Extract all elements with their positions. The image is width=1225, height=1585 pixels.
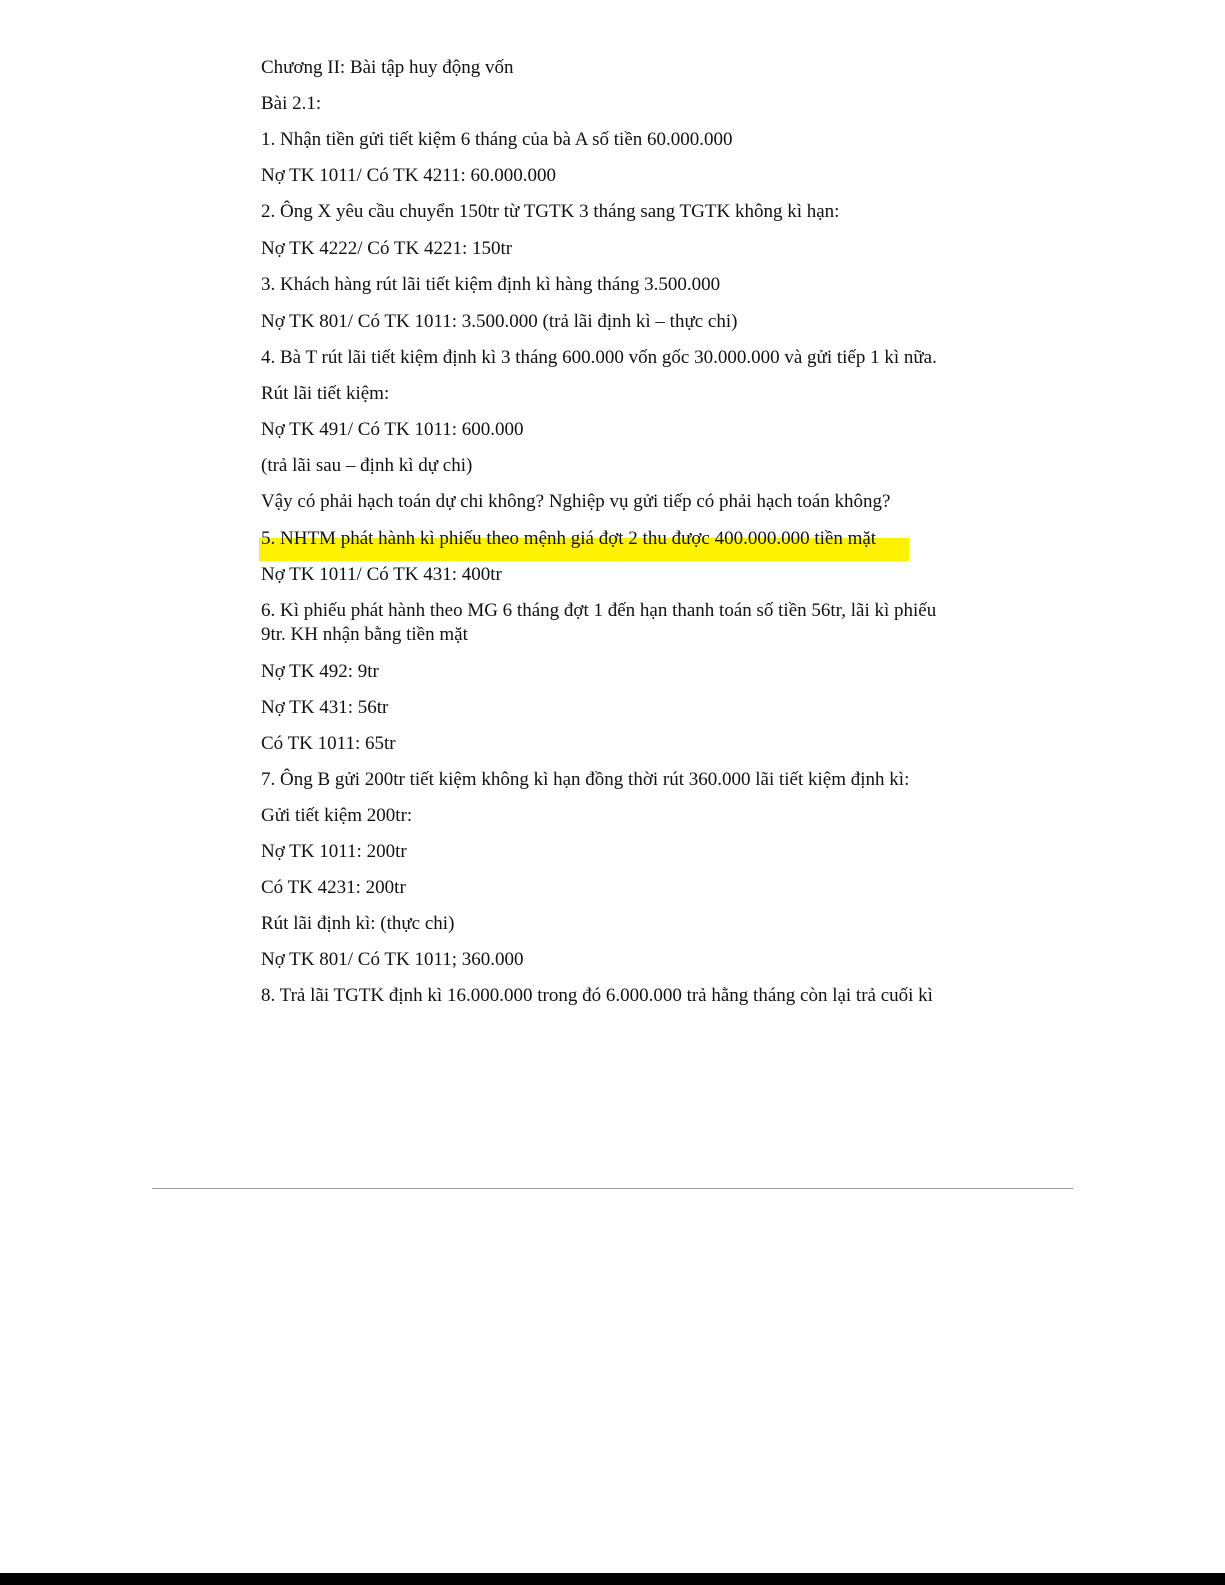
item-4-text: 4. Bà T rút lãi tiết kiệm định kì 3 tháng 600.000 vốn gốc 30.000.000 và gửi tiếp 1 kì nữa. bbox=[261, 347, 937, 368]
exercise-title: Bài 2.1: bbox=[261, 93, 322, 114]
item-3-entry: Nợ TK 801/ Có TK 1011: 3.500.000 (trả lãi định kì – thực chi) bbox=[261, 311, 738, 332]
page-divider bbox=[152, 1188, 1073, 1189]
item-2-entry: Nợ TK 4222/ Có TK 4221: 150tr bbox=[261, 238, 513, 259]
item-4-note: (trả lãi sau – định kì dự chi) bbox=[261, 455, 473, 476]
item-4-entry: Nợ TK 491/ Có TK 1011: 600.000 bbox=[261, 419, 524, 440]
item-6-entry-credit-1011: Có TK 1011: 65tr bbox=[261, 733, 396, 754]
item-4-question: Vậy có phải hạch toán dự chi không? Nghiệp vụ gửi tiếp có phải hạch toán không? bbox=[261, 491, 891, 512]
item-7-entry-interest: Nợ TK 801/ Có TK 1011; 360.000 bbox=[261, 949, 524, 970]
item-2-text: 2. Ông X yêu cầu chuyển 150tr từ TGTK 3 tháng sang TGTK không kì hạn: bbox=[261, 201, 840, 222]
item-6-entry-debit-492: Nợ TK 492: 9tr bbox=[261, 661, 379, 682]
item-7-subheading-deposit: Gửi tiết kiệm 200tr: bbox=[261, 805, 413, 826]
item-3-text: 3. Khách hàng rút lãi tiết kiệm định kì hàng tháng 3.500.000 bbox=[261, 274, 721, 295]
item-5-entry: Nợ TK 1011/ Có TK 431: 400tr bbox=[261, 564, 502, 585]
item-6-text: 6. Kì phiếu phát hành theo MG 6 tháng đợt 1 đến hạn thanh toán số tiền 56tr, lãi kì phiếu 9tr. KH nhận bằng tiền mặt bbox=[261, 600, 937, 645]
item-7-entry-debit: Nợ TK 1011: 200tr bbox=[261, 841, 407, 862]
item-5-highlighted-text: 5. NHTM phát hành kì phiếu theo mệnh giá đợt 2 thu được 400.000.000 tiền mặt bbox=[261, 528, 877, 549]
item-7-entry-credit: Có TK 4231: 200tr bbox=[261, 877, 406, 898]
item-6-entry-debit-431: Nợ TK 431: 56tr bbox=[261, 697, 389, 718]
item-1-text: 1. Nhận tiền gửi tiết kiệm 6 tháng của bà A số tiền 60.000.000 bbox=[261, 129, 733, 150]
item-7-text: 7. Ông B gửi 200tr tiết kiệm không kì hạn đồng thời rút 360.000 lãi tiết kiệm định kì: bbox=[261, 769, 910, 790]
item-1-entry: Nợ TK 1011/ Có TK 4211: 60.000.000 bbox=[261, 165, 557, 186]
item-7-subheading-interest: Rút lãi định kì: (thực chi) bbox=[261, 913, 455, 934]
item-5-text bbox=[261, 527, 876, 551]
item-4-subheading: Rút lãi tiết kiệm: bbox=[261, 383, 390, 404]
bottom-edge-bar bbox=[0, 1573, 1225, 1585]
item-8-text: 8. Trả lãi TGTK định kì 16.000.000 trong đó 6.000.000 trả hằng tháng còn lại trả cuối kì bbox=[261, 985, 933, 1006]
chapter-heading: Chương II: Bài tập huy động vốn bbox=[261, 57, 514, 78]
